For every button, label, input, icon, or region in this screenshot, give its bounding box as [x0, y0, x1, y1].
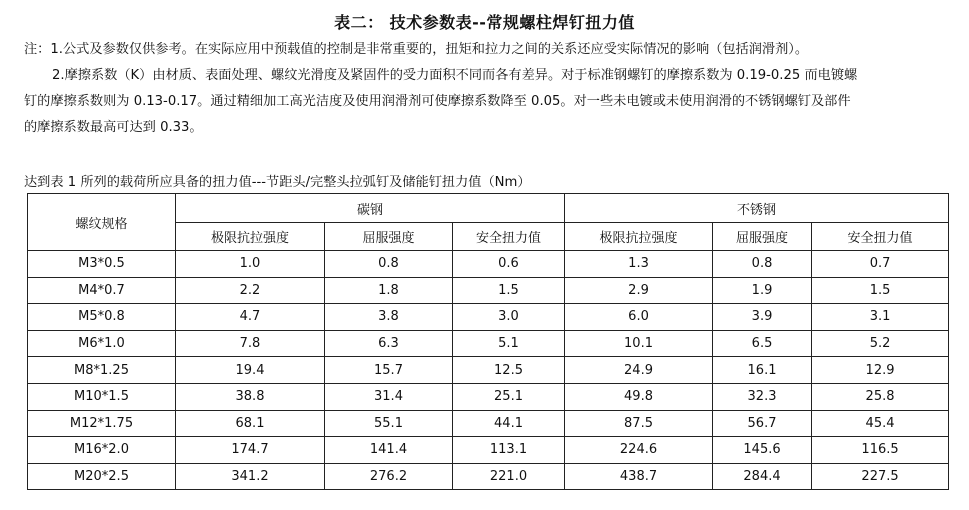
cell-carbon-ultimate: 2.2	[176, 277, 325, 304]
table-row	[28, 304, 949, 331]
cell-stainless-yield: 1.9	[713, 277, 812, 304]
cell-spec: M20*2.5	[28, 463, 176, 490]
cell-carbon-yield: 3.8	[325, 304, 453, 331]
cell-carbon-ultimate: 341.2	[176, 463, 325, 490]
cell-stainless-safe: 25.8	[812, 383, 949, 410]
cell-stainless-yield: 56.7	[713, 410, 812, 437]
cell-stainless-ultimate: 87.5	[565, 410, 713, 437]
cell-stainless-yield: 16.1	[713, 357, 812, 384]
cell-stainless-yield: 32.3	[713, 383, 812, 410]
header-stainless-ultimate: 极限抗拉强度	[565, 223, 713, 251]
cell-carbon-yield: 6.3	[325, 330, 453, 357]
cell-carbon-ultimate: 4.7	[176, 304, 325, 331]
cell-carbon-ultimate: 174.7	[176, 437, 325, 464]
note-line-4: 的摩擦系数最高可达到 0.33。	[24, 120, 203, 135]
cell-carbon-yield: 31.4	[325, 383, 453, 410]
table-row	[28, 251, 949, 278]
cell-spec: M5*0.8	[28, 304, 176, 331]
cell-stainless-safe: 227.5	[812, 463, 949, 490]
cell-stainless-safe: 116.5	[812, 437, 949, 464]
cell-stainless-ultimate: 1.3	[565, 251, 713, 278]
table-row	[28, 410, 949, 437]
cell-carbon-yield: 1.8	[325, 277, 453, 304]
cell-carbon-yield: 0.8	[325, 251, 453, 278]
cell-stainless-ultimate: 6.0	[565, 304, 713, 331]
cell-stainless-yield: 6.5	[713, 330, 812, 357]
header-stainless-safe: 安全扭力值	[812, 223, 949, 251]
header-stainless-steel: 不锈钢	[565, 194, 949, 223]
cell-carbon-safe: 1.5	[453, 277, 565, 304]
cell-stainless-safe: 0.7	[812, 251, 949, 278]
cell-stainless-safe: 1.5	[812, 277, 949, 304]
header-stainless-yield: 屈服强度	[713, 223, 812, 251]
cell-stainless-safe: 45.4	[812, 410, 949, 437]
cell-stainless-ultimate: 438.7	[565, 463, 713, 490]
cell-stainless-safe: 3.1	[812, 304, 949, 331]
cell-stainless-ultimate: 49.8	[565, 383, 713, 410]
cell-carbon-ultimate: 68.1	[176, 410, 325, 437]
cell-stainless-safe: 5.2	[812, 330, 949, 357]
cell-spec: M3*0.5	[28, 251, 176, 278]
cell-carbon-safe: 5.1	[453, 330, 565, 357]
cell-carbon-safe: 221.0	[453, 463, 565, 490]
cell-carbon-safe: 44.1	[453, 410, 565, 437]
cell-stainless-yield: 3.9	[713, 304, 812, 331]
header-carbon-steel: 碳钢	[176, 194, 565, 223]
cell-stainless-safe: 12.9	[812, 357, 949, 384]
cell-carbon-ultimate: 1.0	[176, 251, 325, 278]
cell-carbon-yield: 15.7	[325, 357, 453, 384]
cell-stainless-ultimate: 2.9	[565, 277, 713, 304]
cell-spec: M8*1.25	[28, 357, 176, 384]
torque-table	[27, 193, 949, 490]
cell-stainless-ultimate: 10.1	[565, 330, 713, 357]
header-row-groups	[28, 194, 949, 223]
cell-spec: M4*0.7	[28, 277, 176, 304]
note-line-2: 2.摩擦系数（K）由材质、表面处理、螺纹光滑度及紧固件的受力面积不同而各有差异。对于标准钢螺钉的摩擦系数为 0.19-0.25 而电镀螺	[52, 68, 858, 83]
cell-spec: M12*1.75	[28, 410, 176, 437]
cell-spec: M10*1.5	[28, 383, 176, 410]
cell-spec: M16*2.0	[28, 437, 176, 464]
table-row	[28, 463, 949, 490]
cell-stainless-yield: 0.8	[713, 251, 812, 278]
cell-carbon-ultimate: 7.8	[176, 330, 325, 357]
table-caption: 达到表 1 所列的载荷所应具备的扭力值---节距头/完整头拉弧钉及储能钉扭力值（Nm）	[24, 175, 531, 190]
header-thread-spec: 螺纹规格	[28, 194, 176, 251]
cell-carbon-safe: 12.5	[453, 357, 565, 384]
cell-carbon-yield: 55.1	[325, 410, 453, 437]
header-carbon-yield: 屈服强度	[325, 223, 453, 251]
note-line-3: 钉的摩擦系数则为 0.13-0.17。通过精细加工高光洁度及使用润滑剂可使摩擦系数降至 0.05。对一些未电镀或未使用润滑的不锈钢螺钉及部件	[24, 94, 851, 109]
cell-carbon-safe: 0.6	[453, 251, 565, 278]
cell-carbon-safe: 25.1	[453, 383, 565, 410]
cell-carbon-yield: 276.2	[325, 463, 453, 490]
cell-stainless-ultimate: 224.6	[565, 437, 713, 464]
page-title: 表二： 技术参数表--常规螺柱焊钉扭力值	[334, 13, 635, 32]
cell-carbon-ultimate: 38.8	[176, 383, 325, 410]
table-row	[28, 437, 949, 464]
header-carbon-safe: 安全扭力值	[453, 223, 565, 251]
cell-carbon-safe: 113.1	[453, 437, 565, 464]
cell-carbon-safe: 3.0	[453, 304, 565, 331]
cell-stainless-yield: 284.4	[713, 463, 812, 490]
cell-spec: M6*1.0	[28, 330, 176, 357]
table-row	[28, 330, 949, 357]
table-row	[28, 383, 949, 410]
cell-carbon-ultimate: 19.4	[176, 357, 325, 384]
cell-stainless-yield: 145.6	[713, 437, 812, 464]
table-row	[28, 357, 949, 384]
note-line-1: 注：1.公式及参数仅供参考。在实际应用中预载值的控制是非常重要的，扭矩和拉力之间的关系还应受实际情况的影响（包括润滑剂）。	[24, 42, 809, 57]
table-row	[28, 277, 949, 304]
cell-carbon-yield: 141.4	[325, 437, 453, 464]
header-carbon-ultimate: 极限抗拉强度	[176, 223, 325, 251]
cell-stainless-ultimate: 24.9	[565, 357, 713, 384]
